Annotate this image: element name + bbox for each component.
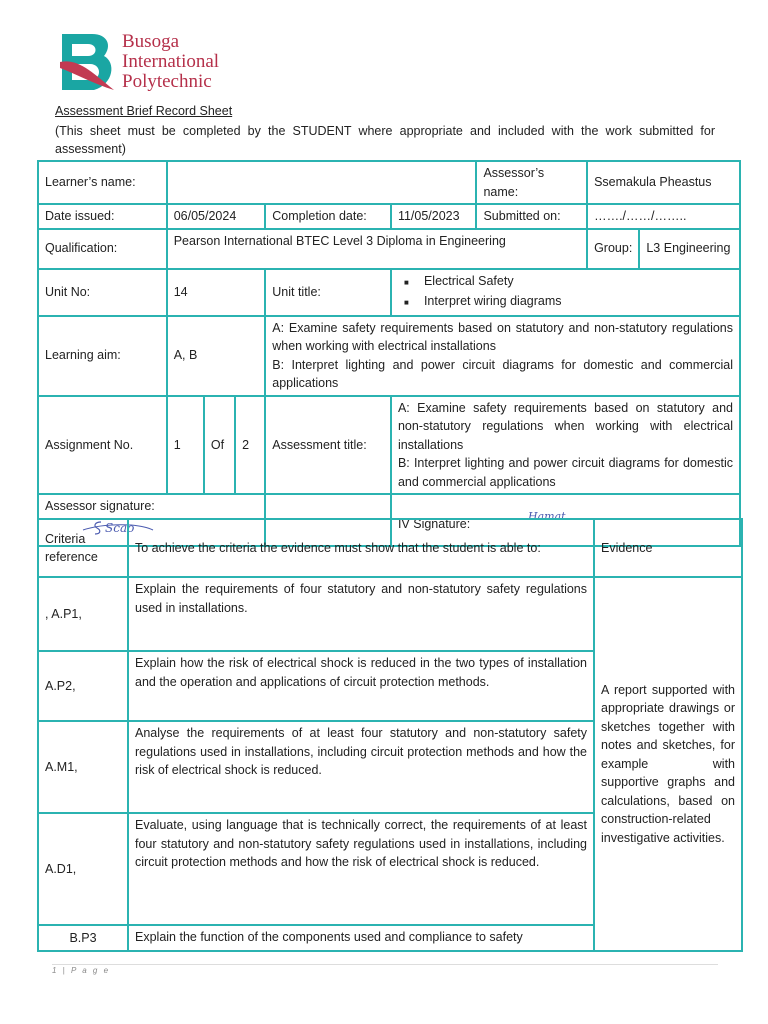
assessor-signature-label: Assessor signature: <box>45 499 155 513</box>
criteria-ref: A.P2, <box>38 651 128 721</box>
learning-aim-value: A, B <box>167 316 266 396</box>
iv-signature-label: IV Signature: <box>397 517 471 532</box>
learning-aim-description: A: Examine safety requirements based on statutory and non-statutory regulations when working with electrical installations B: Interpret lighting and power circuit diagrams for domestic and commercial applications <box>265 316 740 396</box>
unit-title-label: Unit title: <box>265 269 391 316</box>
submitted-on-field[interactable]: ……./……/…….. <box>587 204 740 229</box>
sheet-heading: Assessment Brief Record Sheet <box>55 104 233 118</box>
logo-line-1: Busoga <box>122 31 179 52</box>
criteria-ref: B.P3 <box>38 925 128 951</box>
criteria-desc: Explain how the risk of electrical shock is reduced in the two types of installation and the operation and applications of circuit protection methods. <box>128 651 594 721</box>
unit-title-list <box>391 269 740 316</box>
assignment-of-label: Of <box>204 396 235 495</box>
criteria-reference-header: Criteria reference <box>38 519 128 577</box>
criteria-ref: A.D1, <box>38 813 128 925</box>
bullet-square-icon: ■ <box>403 298 409 307</box>
qualification-label: Qualification: <box>38 229 167 269</box>
criteria-ref: , A.P1, <box>38 577 128 651</box>
assessment-title-label: Assessment title: <box>265 396 391 495</box>
assessor-name-label: Assessor’s name: <box>476 161 587 204</box>
list-item: ■ Interpret wiring diagrams <box>398 292 733 313</box>
bullet-square-icon: ■ <box>403 277 409 287</box>
criteria-ref: A.M1, <box>38 721 128 813</box>
evidence-header: Evidence <box>594 519 742 577</box>
svg-text:Scao: Scao <box>105 520 135 535</box>
date-issued-label: Date issued: <box>38 204 167 229</box>
unit-no-value: 14 <box>167 269 266 316</box>
learner-name-field[interactable] <box>167 161 477 204</box>
assessment-title-description: A: Examine safety requirements based on statutory and non-statutory regulations when working with electrical installations B: Interpret lighting and power circuit diagrams for domestic and commercial applications <box>391 396 740 495</box>
criteria-desc: Explain the requirements of four statutory and non-statutory safety regulations used in installations. <box>128 577 594 651</box>
group-label: Group: <box>587 229 639 269</box>
institution-logo <box>58 32 219 92</box>
date-issued-value: 06/05/2024 <box>167 204 266 229</box>
completion-date-label: Completion date: <box>265 204 391 229</box>
assignment-total-value: 2 <box>235 396 265 495</box>
evidence-description: A report supported with appropriate drawings or sketches together with notes and sketches, for example with supportive graphs and calculations, based on construction-related investigative activities. <box>594 577 742 951</box>
record-table <box>37 160 741 547</box>
svg-text:Hamat: Hamat <box>527 510 566 524</box>
assessor-name-value: Ssemakula Pheastus <box>587 161 740 204</box>
qualification-value: Pearson International BTEC Level 3 Diploma in Engineering <box>167 229 587 269</box>
learning-aim-label: Learning aim: <box>38 316 167 396</box>
completion-date-value: 11/05/2023 <box>391 204 477 229</box>
logo-line-3: Polytechnic <box>122 71 212 92</box>
criteria-desc: Evaluate, using language that is technically correct, the requirements of at least four statutory and non-statutory safety regulations used in installations, including circuit protection methods and how the risk of electrical shock is reduced. <box>128 813 594 925</box>
logo-b-icon <box>58 32 116 92</box>
table-row <box>38 577 742 651</box>
group-value: L3 Engineering <box>639 229 740 269</box>
submitted-on-label: Submitted on: <box>476 204 587 229</box>
page-number: 1 | P a g e <box>52 966 111 975</box>
criteria-table <box>37 518 743 952</box>
learner-name-label: Learner’s name: <box>38 161 167 204</box>
unit-no-label: Unit No: <box>38 269 167 316</box>
sheet-instructions: (This sheet must be completed by the STUDENT where appropriate and included with the work submitted for assessment) <box>55 124 715 156</box>
criteria-description-header: To achieve the criteria the evidence must show that the student is able to: <box>128 519 594 577</box>
assignment-no-label: Assignment No. <box>38 396 167 495</box>
list-item: ■ Electrical Safety <box>398 272 733 293</box>
assignment-no-value: 1 <box>167 396 204 495</box>
footer-divider <box>52 964 718 965</box>
criteria-desc: Explain the function of the components used and compliance to safety <box>128 925 594 951</box>
logo-line-2: International <box>122 51 220 72</box>
criteria-desc: Analyse the requirements of at least four statutory and non-statutory safety regulations used in installations, including circuit protection methods and how the risk of electrical shock is reduced. <box>128 721 594 813</box>
